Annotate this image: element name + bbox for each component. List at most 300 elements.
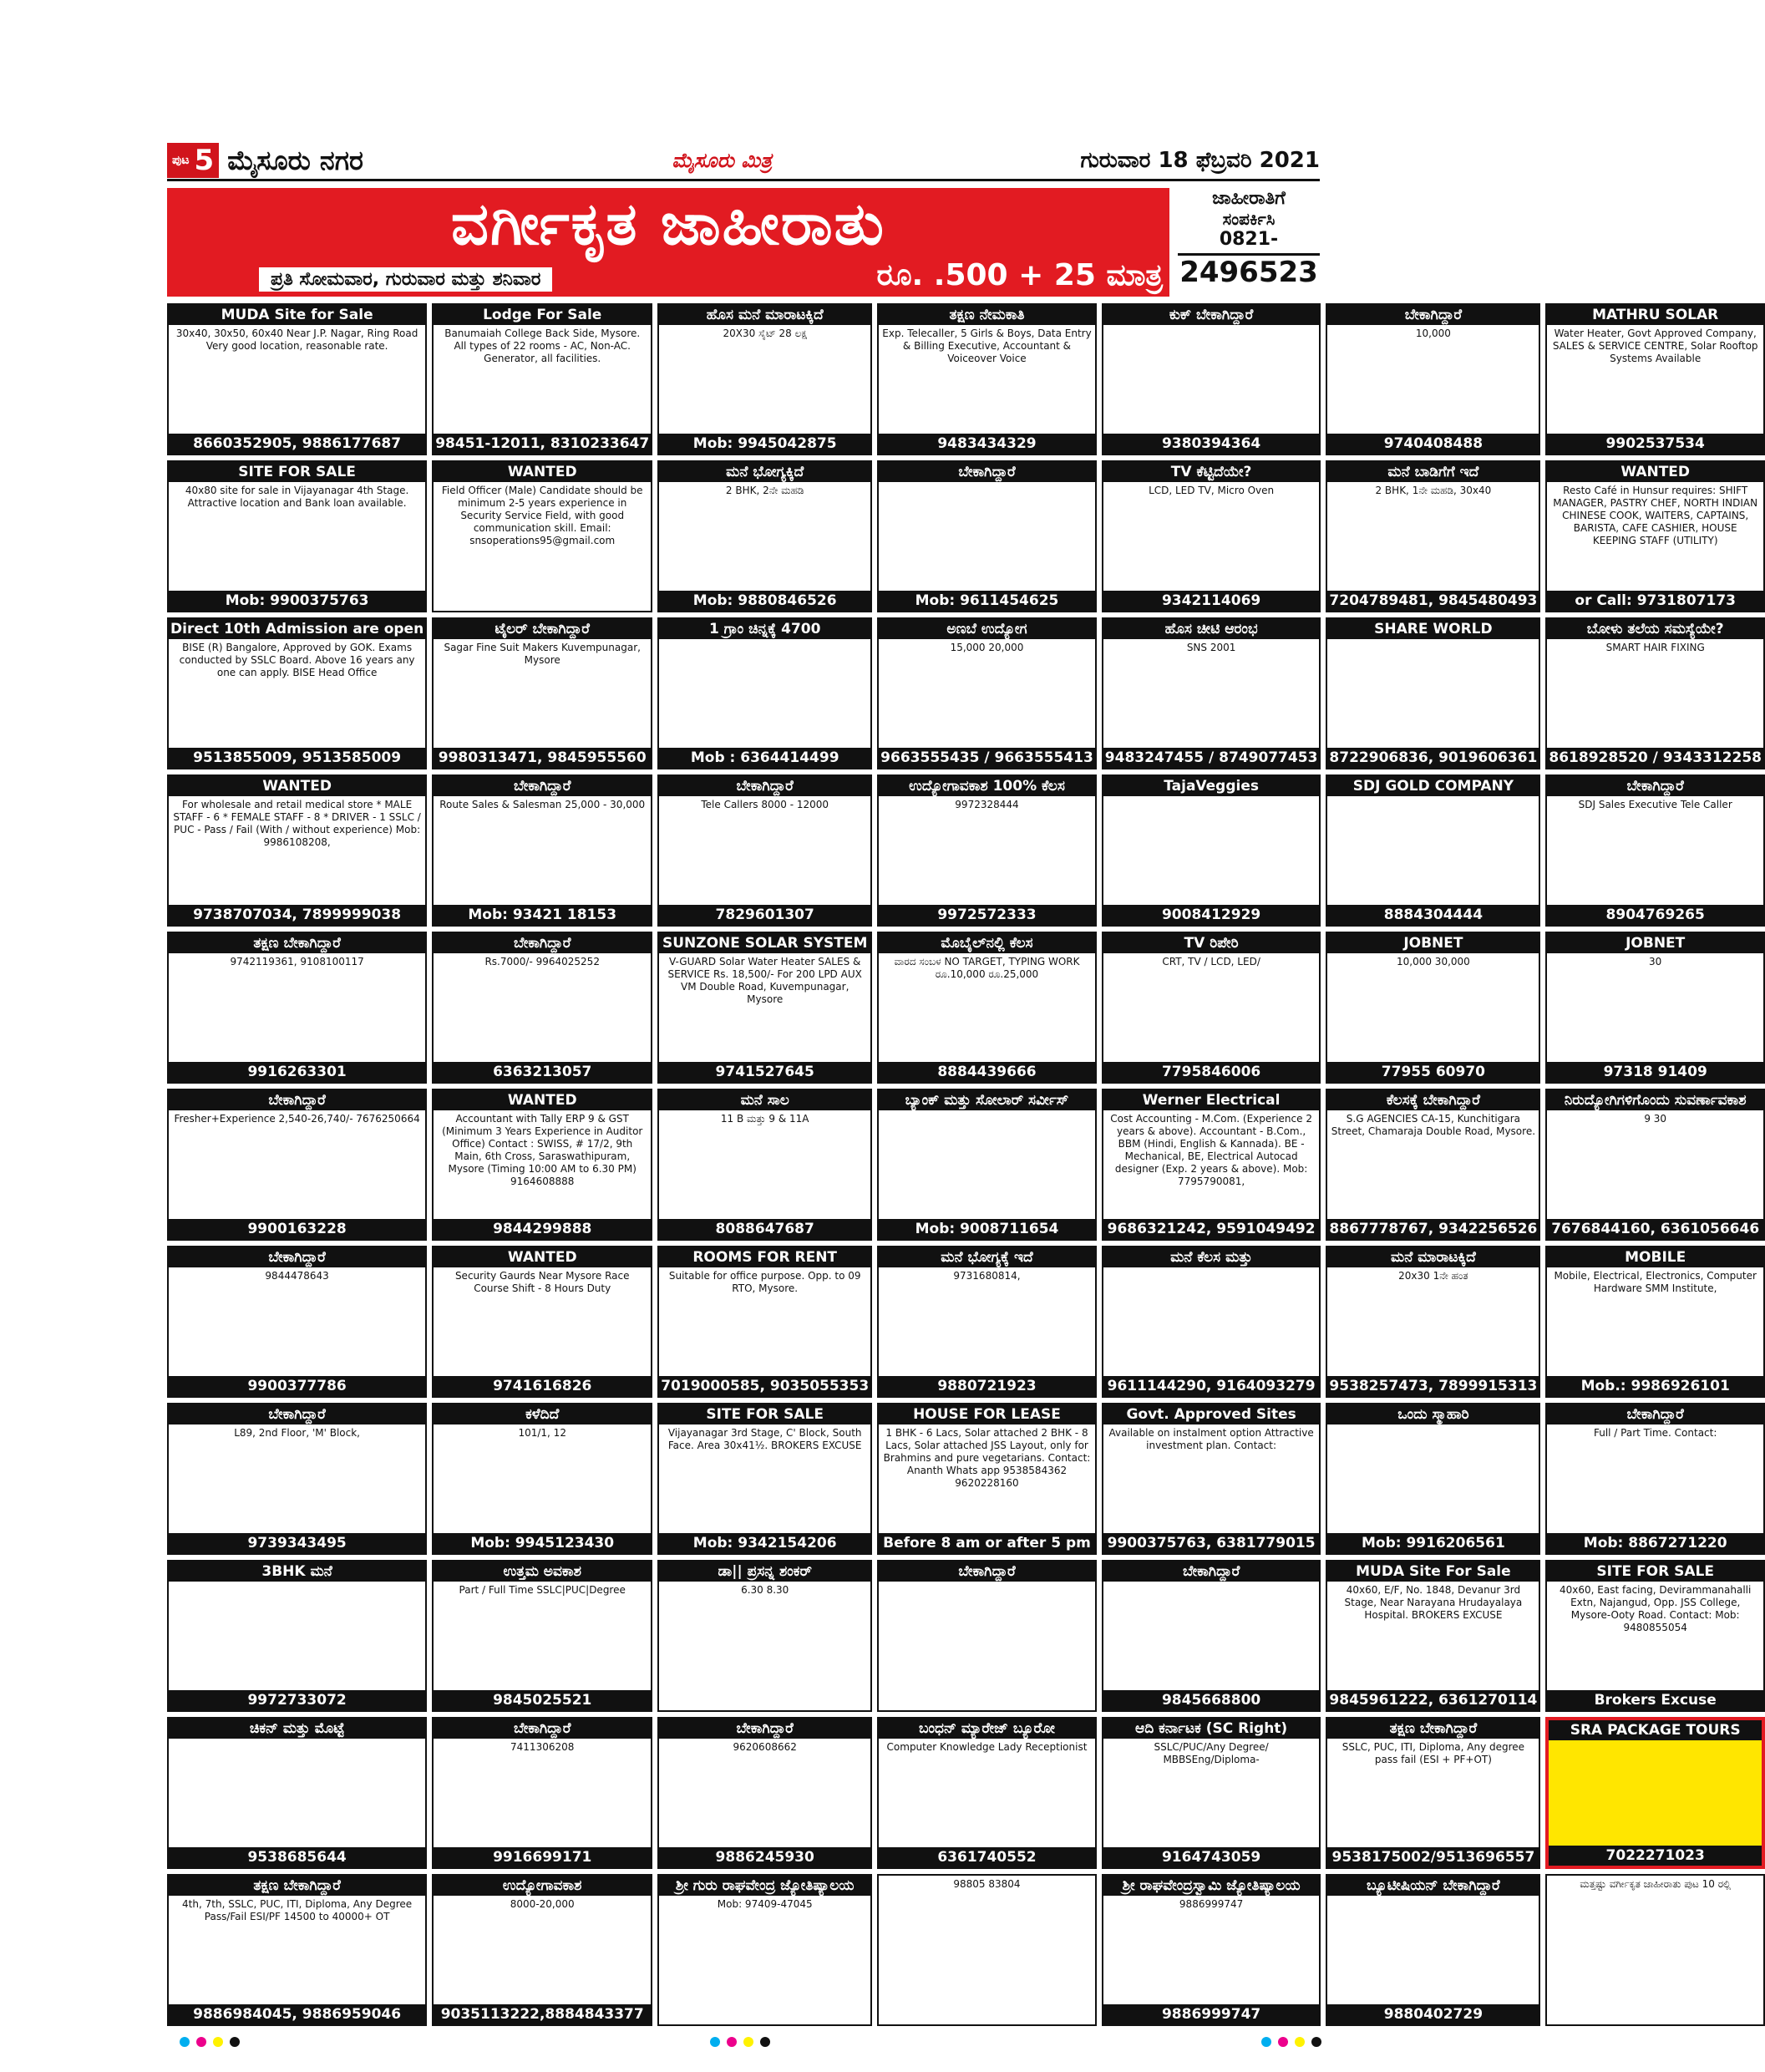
classified-ad	[1545, 774, 1765, 927]
ad-body: 40x60, East facing, Devirammanahalli Extn, Najangud, Opp. JSS College, Mysore-Ooty Road. Contact: Mob: 9480855054	[1560, 1584, 1752, 1633]
ad-heading: ತಕ್ಷಣ ನೇಮಕಾತಿ	[879, 305, 1095, 325]
ad-heading: ತಕ್ಷಣ ಬೇಕಾಗಿದ್ದಾರೆ	[169, 933, 425, 953]
ad-heading: HOUSE FOR LEASE	[879, 1404, 1095, 1424]
ad-heading: WANTED	[434, 462, 651, 482]
ad-body: Suitable for office purpose. Opp. to 09 RTO, Mysore.	[668, 1270, 861, 1294]
ads-grid	[167, 303, 1762, 2026]
ad-phone: 9663555435 / 9663555413	[880, 749, 1093, 766]
ad-heading: ಆದಿ ಕರ್ನಾಟಕ (SC Right)	[1103, 1719, 1320, 1739]
classified-ad	[877, 1403, 1097, 1555]
section-name: ಮೈಸೂರು ನಗರ	[227, 144, 363, 176]
ad-heading: ಬೇಕಾಗಿದ್ದಾರೆ	[1103, 1562, 1320, 1582]
ad-body	[879, 1110, 1095, 1219]
ad-body: Resto Café in Hunsur requires: SHIFT MANAGER, PASTRY CHEF, NORTH INDIAN CHINESE COOK, WAITERS, CAPTAINS, BARISTA, CAFE CASHIER, HOUSE KEEPING STAFF (UTILITY)	[1553, 485, 1758, 546]
ad-body: ಮತ್ತಷ್ಟು ವರ್ಗೀಕೃತ ಜಾಹೀರಾತು ಪುಟ 10 ರಲ್ಲಿ	[1580, 1878, 1732, 1890]
ad-body: 9731680814,	[953, 1270, 1021, 1282]
ad-phone: Mob: 9945042875	[659, 434, 870, 454]
ad-body: Cost Accounting - M.Com. (Experience 2 years & above). Accountant - B.Com., BBM (Hindi, English & Kannada). BE - Mechanical, BE, Electrical Autocad designer (Exp. 2 years & above). Mob: 7795790081,	[1110, 1113, 1312, 1187]
ad-phone: 9380394364	[1103, 434, 1320, 454]
ad-body: 1 BHK - 6 Lacs, Solar attached 2 BHK - 8 Lacs, Solar attached JSS Layout, only for Brahmins and pure vegetarians. Contact: Ananth Whats app 9538584362 9620228160	[883, 1427, 1091, 1489]
ad-heading: ಶ್ರೀ ರಾಘವೇಂದ್ರಸ್ವಾಮಿ ಜ್ಯೋತಿಷ್ಯಾಲಯ	[1103, 1876, 1320, 1896]
ad-heading: WANTED	[169, 776, 425, 796]
ad-body	[1549, 1740, 1762, 1846]
classified-ad	[1102, 1246, 1321, 1398]
ad-phone: 7795846006	[1103, 1062, 1320, 1082]
ad-heading: TV ಕೆಟ್ಟಿದೆಯೇ?	[1103, 462, 1320, 482]
ad-heading: ಬೇಕಾಗಿದ್ದಾರೆ	[879, 462, 1095, 482]
ad-body: 11 B ಮತ್ತು 9 & 11A	[720, 1113, 809, 1125]
classified-ad	[657, 1403, 872, 1555]
classified-ad	[657, 303, 872, 455]
ad-phone: 9741616826	[434, 1376, 651, 1396]
ad-phone: 9845025521	[434, 1690, 651, 1710]
ad-phone: 9342114069	[1103, 591, 1320, 611]
contact-box	[1178, 188, 1320, 297]
classified-ad	[1545, 1089, 1765, 1241]
magenta-dot	[727, 2037, 737, 2047]
ad-phone: Mob: 9611454625	[879, 591, 1095, 611]
ad-phone: 9886245930	[659, 1847, 870, 1867]
ad-body: BISE (R) Bangalore, Approved by GOK. Exams conducted by SSLC Board. Above 16 years any one can apply. BISE Head Office	[179, 642, 415, 678]
ad-body	[879, 482, 1095, 591]
ad-body: Banumaiah College Back Side, Mysore. All types of 22 rooms - AC, Non-AC. Generator, all facilities.	[444, 328, 641, 364]
yellow-dot	[743, 2037, 753, 2047]
ad-heading: JOBNET	[1327, 933, 1539, 953]
page-label: ಪುಟ	[172, 154, 190, 167]
ad-body: Sagar Fine Suit Makers Kuvempunagar, Mysore	[444, 642, 641, 666]
classified-ad	[1102, 1717, 1321, 1869]
classified-ad	[1102, 1874, 1321, 2026]
ad-phone: Brokers Excuse	[1547, 1690, 1763, 1710]
ad-heading: ಬೇಕಾಗಿದ್ದಾರೆ	[434, 776, 651, 796]
issue-date: ಗುರುವಾರ 18 ಫೆಬ್ರವರಿ 2021	[1080, 147, 1320, 173]
ad-heading: ಮನೆ ಭೋಗ್ಯಕ್ಕೆ ಇದೆ	[879, 1247, 1095, 1267]
classified-ad	[1102, 932, 1321, 1084]
classified-ad	[657, 774, 872, 927]
ad-heading: ಬ್ಯಾಂಕ್ ಮತ್ತು ಸೋಲಾರ್ ಸರ್ವೀಸ್	[879, 1090, 1095, 1110]
ad-phone: 9483247455 / 8749077453	[1104, 749, 1318, 766]
ad-phone: 9538685644	[169, 1847, 425, 1867]
ad-body: For wholesale and retail medical store * MALE STAFF - 6 * FEMALE STAFF - 8 * DRIVER - 1 SSLC / PUC - Pass / Fail (With / without experience) Mob: 9986108208,	[173, 799, 421, 848]
ad-heading: ಬೇಕಾಗಿದ್ದಾರೆ	[1327, 305, 1539, 325]
ad-heading: SDJ GOLD COMPANY	[1327, 776, 1539, 796]
ad-heading: ಮೊಬೈಲ್‌ನಲ್ಲಿ ಕೆಲಸ	[879, 933, 1095, 953]
ad-body: 8000-20,000	[510, 1898, 575, 1910]
classified-ad	[432, 1717, 652, 1869]
ad-phone: 9611144290, 9164093279	[1103, 1376, 1320, 1396]
ad-heading: ಬೇಕಾಗಿದ್ದಾರೆ	[659, 1719, 870, 1739]
classified-ad	[1326, 1717, 1540, 1869]
classified-ad	[1545, 1717, 1765, 1869]
masthead-logo: ಮೈಸೂರು ಮಿತ್ರ	[672, 149, 773, 172]
classified-ad	[1326, 1874, 1540, 2026]
ad-heading: ಕೆಲಸಕ್ಕೆ ಬೇಕಾಗಿದ್ದಾರೆ	[1327, 1090, 1539, 1110]
ad-phone: Mob : 6364414499	[659, 748, 870, 768]
ad-body	[1327, 796, 1539, 905]
ad-body: SSLC/PUC/Any Degree/ MBBSEng/Diploma-	[1154, 1741, 1269, 1765]
ad-heading: ಉತ್ತಮ ಅವಕಾಶ	[434, 1562, 651, 1582]
ad-heading: ಶ್ರೀ ಗುರು ರಾಘವೇಂದ್ರ ಜ್ಯೋತಿಷ್ಯಾಲಯ	[659, 1876, 870, 1896]
classified-ad	[1326, 932, 1540, 1084]
ad-heading: 3BHK ಮನೆ	[169, 1562, 425, 1582]
classified-ad	[1545, 1874, 1765, 2026]
ad-heading: SRA PACKAGE TOURS	[1549, 1720, 1762, 1740]
ad-phone: Mob: 9945123430	[434, 1533, 651, 1553]
ad-heading: SHARE WORLD	[1327, 619, 1539, 639]
page-number-badge	[167, 143, 219, 178]
ad-heading: ಬೋಳು ತಲೆಯ ಸಮಸ್ಯೆಯೇ?	[1547, 619, 1763, 639]
ad-phone: Mob: 9916206561	[1327, 1533, 1539, 1553]
classified-ad	[657, 1560, 872, 1712]
ad-body: 6.30 8.30	[741, 1584, 789, 1596]
ad-phone: 9980313471, 9845955560	[434, 748, 651, 768]
ad-body: S.G AGENCIES CA-15, Kunchitigara Street, Chamaraja Double Road, Mysore.	[1331, 1113, 1536, 1137]
ad-phone: 9916699171	[434, 1847, 651, 1867]
ad-heading: Govt. Approved Sites	[1103, 1404, 1320, 1424]
ad-heading: ಬಂಧನ್ ಮ್ಯಾರೇಜ್ ಬ್ಯೂರೋ	[879, 1719, 1095, 1739]
black-dot	[1311, 2037, 1321, 2047]
ad-phone: 9900375763, 6381779015	[1103, 1533, 1320, 1553]
ad-phone: 9972572333	[879, 905, 1095, 925]
ad-heading: ಮನೆ ಸಾಲ	[659, 1090, 870, 1110]
classified-ad	[167, 774, 427, 927]
ad-heading: JOBNET	[1547, 933, 1763, 953]
newspaper-page	[167, 142, 1762, 2026]
ad-body: 20X30 ಸೈಟ್ 28 ಲಕ್ಷ	[723, 328, 807, 339]
ad-heading: Werner Electrical	[1103, 1090, 1320, 1110]
classified-ad	[432, 460, 652, 612]
ad-phone: 9738707034, 7899999038	[169, 905, 425, 925]
ad-heading: ಅಣಬೆ ಉದ್ಯೋಗ	[879, 619, 1095, 639]
contact-line3: 0821-	[1219, 229, 1279, 250]
ad-phone: Mob: 93421 18153	[434, 905, 651, 925]
ad-body: 30	[1649, 956, 1662, 967]
ad-body: 9620608662	[733, 1741, 797, 1753]
ad-body: LCD, LED TV, Micro Oven	[1149, 485, 1275, 496]
ad-heading: ಮನೆ ಮಾರಾಟಕ್ಕಿದೆ	[1327, 1247, 1539, 1267]
classified-ad	[1102, 460, 1321, 612]
ad-heading: MOBILE	[1547, 1247, 1763, 1267]
yellow-dot	[1295, 2037, 1305, 2047]
ad-body: Exp. Telecaller, 5 Girls & Boys, Data Entry & Billing Executive, Accountant & Voiceover Voice	[882, 328, 1092, 364]
classified-ad	[1102, 1560, 1321, 1712]
classified-ad	[657, 1874, 872, 2026]
banner-price: ರೂ. .500 + 25 ಮಾತ್ರ	[876, 258, 1163, 292]
ad-heading: SITE FOR SALE	[659, 1404, 870, 1424]
cyan-dot	[1261, 2037, 1271, 2047]
ad-body	[659, 639, 870, 748]
ad-phone: 8884439666	[879, 1062, 1095, 1082]
ad-phone: 7204789481, 9845480493	[1329, 592, 1538, 609]
ad-body	[1103, 325, 1320, 434]
cyan-dot	[180, 2037, 190, 2047]
ad-phone: 9845668800	[1103, 1690, 1320, 1710]
ad-phone: Mob: 8867271220	[1547, 1533, 1763, 1553]
ad-heading: ಉದ್ಯೋಗಾವಕಾಶ	[434, 1876, 651, 1896]
ad-body: SMART HAIR FIXING	[1605, 642, 1705, 653]
ad-phone: 9844299888	[434, 1219, 651, 1239]
ad-phone: Mob: 9880846526	[659, 591, 870, 611]
ad-body: 40x80 site for sale in Vijayanagar 4th Stage. Attractive location and Bank loan available.	[185, 485, 409, 509]
classified-ad	[877, 460, 1097, 612]
ad-phone: 9483434329	[879, 434, 1095, 454]
color-registration-marks-left	[180, 2037, 240, 2047]
ad-body	[1327, 1896, 1539, 2004]
ad-body: 7411306208	[510, 1741, 575, 1753]
ad-body: V-GUARD Solar Water Heater SALES & SERVICE Rs. 18,500/- For 200 LPD AUX VM Double Road, Kuvempunagar, Mysore	[667, 956, 862, 1005]
classified-ad	[1102, 774, 1321, 927]
classified-ad	[432, 1246, 652, 1398]
color-registration-marks-center	[710, 2037, 770, 2047]
classified-ad	[877, 1089, 1097, 1241]
ad-phone: 9538175002/9513696557	[1327, 1847, 1539, 1867]
classified-ad	[877, 1246, 1097, 1398]
ad-body	[1103, 1267, 1320, 1376]
ad-heading: ಬೇಕಾಗಿದ್ದಾರೆ	[434, 933, 651, 953]
classified-ad	[1102, 617, 1321, 769]
ad-phone: 9845961222, 6361270114	[1329, 1692, 1538, 1709]
ad-body: Mobile, Electrical, Electronics, Computer Hardware SMM Institute,	[1554, 1270, 1757, 1294]
ad-phone: 98451-12011, 8310233647	[435, 435, 650, 452]
classified-ad	[1326, 303, 1540, 455]
ad-heading: ಡಾ|| ಪ್ರಸನ್ನ ಶಂಕರ್	[659, 1562, 870, 1582]
classified-ad	[167, 1560, 427, 1712]
ad-heading: ಬೇಕಾಗಿದ್ದಾರೆ	[169, 1247, 425, 1267]
ad-body: SNS 2001	[1186, 642, 1236, 653]
ad-body: Field Officer (Male) Candidate should be minimum 2-5 years experience in Security Service Field, with good communication skill. Email: snsoperations95@gmail.com	[441, 485, 643, 546]
classified-ad	[1102, 303, 1321, 455]
ad-heading: Lodge For Sale	[434, 305, 651, 325]
ad-heading: ಬ್ಯೂಟೀಷಿಯನ್ ಬೇಕಾಗಿದ್ದಾರೆ	[1327, 1876, 1539, 1896]
ad-phone: 8660352905, 9886177687	[169, 434, 425, 454]
ad-heading: ಉದ್ಯೋಗಾವಕಾಶ 100% ಕೆಲಸ	[879, 776, 1095, 796]
classified-ad	[1326, 1246, 1540, 1398]
classified-ad	[1545, 1560, 1765, 1712]
ad-body	[1327, 1424, 1539, 1533]
ad-phone: 7676844160, 6361056646	[1547, 1219, 1763, 1239]
classified-ad	[167, 617, 427, 769]
ad-body: 2 BHK, 2ನೇ ಮಹಡಿ	[725, 485, 804, 496]
classified-ad	[1545, 1403, 1765, 1555]
black-dot	[230, 2037, 240, 2047]
ad-heading: ನಿರುದ್ಯೋಗಿಗಳಿಗೊಂದು ಸುವರ್ಣಾವಕಾಶ	[1547, 1090, 1763, 1110]
classified-ad	[1326, 617, 1540, 769]
ad-heading: ಮನೆ ಭೋಗ್ಯಕ್ಕಿದೆ	[659, 462, 870, 482]
classified-ad	[1326, 1089, 1540, 1241]
ad-phone: 9164743059	[1103, 1847, 1320, 1867]
ad-phone: 7022271023	[1549, 1846, 1762, 1866]
classified-ad	[432, 1874, 652, 2026]
ad-phone: 9902537534	[1547, 434, 1763, 454]
ad-body: Security Gaurds Near Mysore Race Course Shift - 8 Hours Duty	[454, 1270, 630, 1294]
ad-body: L89, 2nd Floor, 'M' Block,	[234, 1427, 360, 1439]
contact-line1: ಜಾಹೀರಾತಿಗೆ	[1212, 188, 1286, 209]
banner-title: ವರ್ಗೀಕೃತ ಜಾಹೀರಾತು	[451, 190, 885, 258]
ad-phone: 8618928520 / 9343312258	[1549, 749, 1762, 766]
ad-heading: SITE FOR SALE	[1547, 1562, 1763, 1582]
classified-ad	[1102, 1403, 1321, 1555]
banner-main	[167, 188, 1169, 297]
ad-phone: 77955 60970	[1327, 1062, 1539, 1082]
ad-heading: ಬೇಕಾಗಿದ್ದಾರೆ	[169, 1090, 425, 1110]
ad-heading: ಕಳೆದಿದೆ	[434, 1404, 651, 1424]
ad-heading: SUNZONE SOLAR SYSTEM	[659, 933, 870, 953]
ad-phone: 9900377786	[169, 1376, 425, 1396]
ad-phone: 8884304444	[1327, 905, 1539, 925]
ad-heading: ಚಿಕನ್ ಮತ್ತು ಮೊಟ್ಟೆ	[169, 1719, 425, 1739]
ad-heading: WANTED	[1547, 462, 1763, 482]
ad-phone: 8088647687	[659, 1219, 870, 1239]
classified-ad	[877, 1717, 1097, 1869]
classified-ad	[167, 1089, 427, 1241]
classified-ad	[432, 1560, 652, 1712]
ad-heading: TajaVeggies	[1103, 776, 1320, 796]
ad-phone: 9880402729	[1327, 2004, 1539, 2024]
ad-heading: WANTED	[434, 1247, 651, 1267]
ad-body: 9 30	[1644, 1113, 1667, 1125]
ad-phone: 9008412929	[1103, 905, 1320, 925]
classified-ad	[167, 1403, 427, 1555]
ad-body: Vijayanagar 3rd Stage, C' Block, South Face. Area 30x41½. BROKERS EXCUSE	[667, 1427, 862, 1451]
ad-heading: ROOMS FOR RENT	[659, 1247, 870, 1267]
ad-phone: 9686321242, 9591049492	[1103, 1219, 1320, 1239]
ad-body: 15,000 20,000	[950, 642, 1024, 653]
ad-body: Water Heater, Govt Approved Company, SALES & SERVICE CENTRE, Solar Rooftop Systems Available	[1552, 328, 1758, 364]
ad-heading: ಕುಕ್ ಬೇಕಾಗಿದ್ದಾರೆ	[1103, 305, 1320, 325]
classified-ad	[657, 1089, 872, 1241]
ad-body: 40x60, E/F, No. 1848, Devanur 3rd Stage, Near Narayana Hrudayalaya Hospital. BROKERS EXCUSE	[1344, 1584, 1523, 1621]
classified-ad	[657, 617, 872, 769]
contact-line2: ಸಂಪರ್ಕಿಸಿ	[1222, 209, 1276, 229]
ad-body: Fresher+Experience 2,540-26,740/- 7676250664	[174, 1113, 420, 1125]
ad-phone: 9741527645	[659, 1062, 870, 1082]
classified-ad	[167, 932, 427, 1084]
ad-heading: WANTED	[434, 1090, 651, 1110]
ad-body: 9972328444	[955, 799, 1019, 810]
ad-heading: ಟೈಲರ್ ಬೇಕಾಗಿದ್ದಾರೆ	[434, 619, 651, 639]
ad-phone: 9538257473, 7899915313	[1329, 1378, 1538, 1394]
ad-body: Available on instalment option Attractive investment plan. Contact:	[1108, 1427, 1314, 1451]
color-registration-marks-right	[1261, 2037, 1321, 2047]
classified-ad	[1326, 1560, 1540, 1712]
ad-body	[169, 1582, 425, 1690]
ad-heading: ಒಂದು ಸ್ಮಾಹಾರಿ	[1327, 1404, 1539, 1424]
ad-body: 9844478643	[265, 1270, 329, 1282]
ad-phone: 9900163228	[169, 1219, 425, 1239]
ad-phone: 8867778767, 9342256526	[1329, 1221, 1538, 1237]
ad-body: SDJ Sales Executive Tele Caller	[1578, 799, 1732, 810]
ad-phone: 8722906836, 9019606361	[1329, 749, 1538, 766]
ad-phone: 7829601307	[659, 905, 870, 925]
ad-phone: 9035113222,8884843377	[434, 2004, 651, 2024]
classified-ad	[877, 303, 1097, 455]
banner-subtitle: ಪ್ರತಿ ಸೋಮವಾರ, ಗುರುವಾರ ಮತ್ತು ಶನಿವಾರ	[259, 267, 552, 292]
ad-phone: Mob.: 9986926101	[1547, 1376, 1763, 1396]
ad-heading: ಮನೆ ಬಾಡಿಗೆಗೆ ಇದೆ	[1327, 462, 1539, 482]
ad-heading: ತಕ್ಷಣ ಬೇಕಾಗಿದ್ದಾರೆ	[1327, 1719, 1539, 1739]
ad-heading: ಬೇಕಾಗಿದ್ದಾರೆ	[1547, 1404, 1763, 1424]
classified-ad	[167, 460, 427, 612]
classified-ad	[877, 1560, 1097, 1712]
classified-ad	[432, 617, 652, 769]
classified-ad	[432, 1403, 652, 1555]
ad-phone: 6361740552	[879, 1847, 1095, 1867]
ad-heading: MUDA Site For Sale	[1327, 1562, 1539, 1582]
classified-ad	[432, 774, 652, 927]
ad-body	[879, 1582, 1095, 1710]
classified-ad	[1545, 460, 1765, 612]
ad-phone: 7019000585, 9035055353	[661, 1378, 870, 1394]
ad-body: ವಾರದ ಸಂಬಳ NO TARGET, TYPING WORK ರೂ.10,000 ರೂ.25,000	[894, 956, 1080, 980]
classified-ad	[877, 774, 1097, 927]
classified-ad	[1545, 1246, 1765, 1398]
ad-phone: 9880721923	[879, 1376, 1095, 1396]
ad-heading: ಬೇಕಾಗಿದ್ದಾರೆ	[169, 1404, 425, 1424]
ad-phone: 8904769265	[1547, 905, 1763, 925]
yellow-dot	[213, 2037, 223, 2047]
ad-body: Computer Knowledge Lady Receptionist	[886, 1741, 1088, 1753]
classified-ad	[877, 932, 1097, 1084]
classified-ad	[657, 932, 872, 1084]
ad-body: Route Sales & Salesman 25,000 - 30,000	[439, 799, 646, 810]
ad-body: 98805 83804	[953, 1878, 1021, 1890]
ad-phone: 9886984045, 9886959046	[169, 2004, 425, 2024]
cyan-dot	[710, 2037, 720, 2047]
ad-phone: 9916263301	[169, 1062, 425, 1082]
ad-heading: ಹೊಸ ಮನೆ ಮಾರಾಟಕ್ಕಿದೆ	[659, 305, 870, 325]
contact-phone: 2496523	[1178, 253, 1320, 289]
classified-ad	[657, 1717, 872, 1869]
classified-ad	[167, 1874, 427, 2026]
classified-ad	[657, 1246, 872, 1398]
top-bar	[167, 142, 1320, 181]
classified-ad	[432, 303, 652, 455]
ad-phone: or Call: 9731807173	[1547, 591, 1763, 611]
ad-heading: ಬೇಕಾಗಿದ್ದಾರೆ	[1547, 776, 1763, 796]
ad-heading: TV ರಿಪೇರಿ	[1103, 933, 1320, 953]
ad-heading: ತಕ್ಷಣ ಬೇಕಾಗಿದ್ದಾರೆ	[169, 1876, 425, 1896]
ad-heading: ಬೇಕಾಗಿದ್ದಾರೆ	[659, 776, 870, 796]
ad-phone: 9886999747	[1103, 2004, 1320, 2024]
ad-phone: Before 8 am or after 5 pm	[879, 1533, 1095, 1553]
ad-body	[1103, 1582, 1320, 1690]
ad-body: CRT, TV / LCD, LED/	[1162, 956, 1260, 967]
ad-phone: 9972733072	[169, 1690, 425, 1710]
ad-phone: Mob: 9342154206	[659, 1533, 870, 1553]
black-dot	[760, 2037, 770, 2047]
ad-body: SSLC, PUC, ITI, Diploma, Any degree pass fail (ESI + PF+OT)	[1342, 1741, 1525, 1765]
classified-ad	[877, 1874, 1097, 2026]
classified-ad	[657, 460, 872, 612]
ad-body: Mob: 97409-47045	[717, 1898, 813, 1910]
classified-ad	[1545, 303, 1765, 455]
ad-heading: SITE FOR SALE	[169, 462, 425, 482]
ad-heading: Direct 10th Admission are open	[170, 621, 424, 637]
ad-body: Tele Callers 8000 - 12000	[701, 799, 829, 810]
ad-body: 4th, 7th, SSLC, PUC, ITI, Diploma, Any Degree Pass/Fail ESI/PF 14500 to 40000+ OT	[182, 1898, 413, 1922]
classified-ad	[877, 617, 1097, 769]
ad-body: 20x30 1ನೇ ಹಂತ	[1398, 1270, 1468, 1282]
classified-ad	[167, 303, 427, 455]
classified-banner	[167, 188, 1320, 297]
ad-body	[1103, 796, 1320, 905]
ad-body: 10,000	[1415, 328, 1451, 339]
classified-ad	[1326, 460, 1540, 612]
classified-ad	[1545, 932, 1765, 1084]
ad-phone: 6363213057	[434, 1062, 651, 1082]
ad-body: 30x40, 30x50, 60x40 Near J.P. Nagar, Ring Road Very good location, reasonable rate.	[175, 328, 418, 352]
ad-body: Part / Full Time SSLC|PUC|Degree	[459, 1584, 626, 1596]
